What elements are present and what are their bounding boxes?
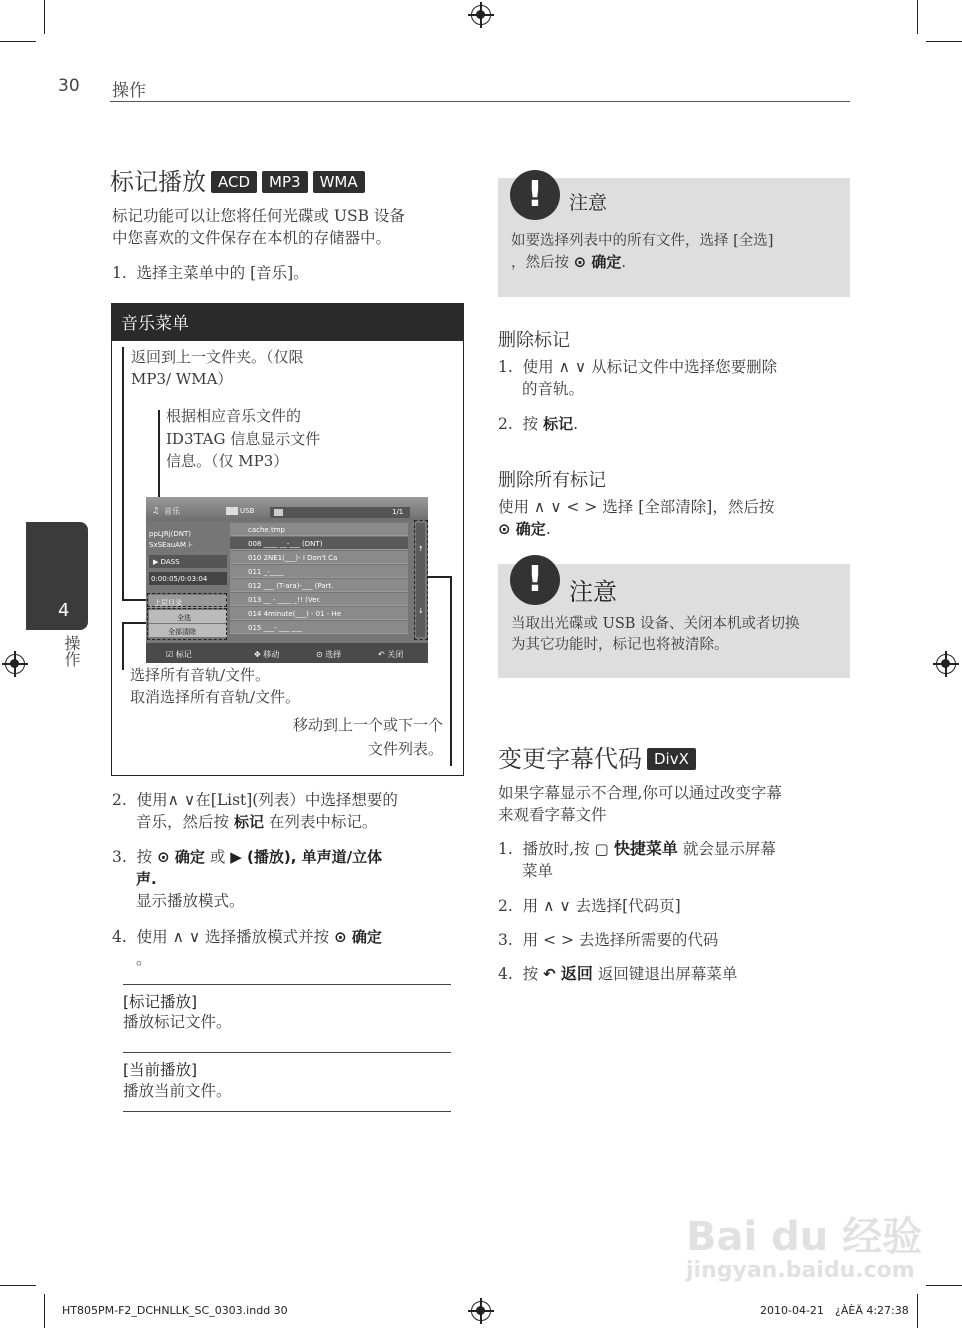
step-number: 2. — [498, 415, 513, 433]
divider — [123, 1052, 451, 1053]
page-number: 30 — [58, 76, 80, 96]
scroll-up-icon[interactable]: ↑ — [418, 545, 424, 553]
mark-key-label: 标记 — [233, 813, 264, 831]
step-text: 按 — [136, 848, 158, 866]
screen-play-mode: ▶ DASS — [153, 558, 180, 566]
step-text: 按 — [522, 965, 544, 983]
note-box-1 — [498, 174, 850, 297]
subtitle-step-2 — [498, 895, 681, 917]
step-4 — [112, 926, 464, 970]
list-item[interactable] — [230, 523, 408, 536]
callout-line: 取消选择所有音轨/文件。 — [130, 688, 301, 706]
enter-key-label: 确定 — [515, 520, 546, 538]
step-text: . — [545, 520, 551, 538]
footer-mark: ☑ 标记 — [166, 650, 192, 659]
enter-icon: ⊙ — [573, 253, 592, 271]
note-line: 如要选择列表中的所有文件，选择 [全选] — [511, 233, 774, 249]
step-text: 选择主菜单中的 [音乐]。 — [136, 264, 309, 282]
callout-select-all — [130, 664, 300, 708]
note-line: . — [621, 255, 627, 271]
return-icon: ↶ — [543, 965, 561, 983]
file-name: 013 __ - ____ _!! (Ver. — [248, 596, 321, 604]
stereo-key-label: 声. — [136, 870, 157, 888]
delete-all-heading: 删除所有标记 — [498, 470, 606, 491]
step-number: 2. — [112, 791, 127, 809]
folder-icon — [274, 509, 283, 516]
footer-filename: HT805PM-F2_DCHNLLK_SC_0303.indd 30 — [62, 1304, 288, 1317]
list-item[interactable] — [230, 551, 408, 564]
callout-pointer — [122, 622, 124, 670]
delete-step-1 — [498, 356, 850, 400]
note-box-2 — [498, 559, 850, 678]
step-text: 音乐，然后按 — [136, 813, 234, 831]
enter-key-label: 确定 — [174, 848, 205, 866]
step-number: 4. — [112, 928, 127, 946]
step-text: 用 ∧ ∨ 去选择[代码页] — [522, 897, 681, 915]
step-text: 在列表中标记。 — [263, 813, 378, 831]
baidu-watermark: Bai du 经验 — [686, 1214, 923, 1260]
divider — [123, 1111, 451, 1112]
file-name: 014 4minute(___) - 01 - He — [248, 610, 342, 618]
step-text: 用 < > 去选择所需要的代码 — [522, 931, 719, 949]
highlight-up-folder — [147, 593, 227, 607]
badge-wma: WMA — [313, 171, 365, 193]
delete-step-2 — [498, 413, 578, 435]
callout-line: 根据相应音乐文件的 — [166, 407, 302, 425]
subtitle-step-3 — [498, 929, 718, 951]
callout-id3tag — [166, 405, 320, 473]
file-name: 011 _-____ — [248, 568, 284, 576]
list-item[interactable] — [230, 621, 408, 634]
callout-line: MP3/ WMA） — [131, 370, 233, 388]
note-line: 为其它功能时，标记也将被清除。 — [511, 637, 729, 653]
callout-pointer — [122, 347, 124, 600]
registration-mark-icon — [471, 5, 491, 25]
crop-mark — [44, 0, 45, 34]
callout-line: 移动到上一个或下一个 — [292, 716, 443, 734]
highlight-scrollbar — [414, 520, 428, 640]
footer-move: ✥ 移动 — [254, 650, 280, 659]
highlight-select-buttons — [147, 608, 227, 640]
crop-mark — [917, 1294, 918, 1328]
watermark-url: jingyan.baidu.com — [686, 1258, 915, 1283]
usb-icon — [226, 507, 238, 515]
crop-mark — [917, 0, 918, 34]
step-text: 使用 ∧ ∨ 选择播放模式并按 — [136, 928, 335, 946]
step-text: 使用∧ ∨在[List](列表）中选择想要的 — [136, 791, 398, 809]
intro-line: 如果字幕显示不合理,你可以通过改变字幕 — [498, 784, 782, 802]
chapter-tab — [26, 522, 88, 630]
step-description: 显示播放模式。 — [136, 892, 245, 910]
intro-paragraph — [112, 205, 472, 249]
step-3 — [112, 846, 464, 912]
enter-key-label: 确定 — [351, 928, 382, 946]
step-text: . — [573, 415, 579, 433]
file-name: cache.tmp — [248, 526, 285, 534]
callout-page-move — [240, 713, 443, 761]
step-number: 2. — [498, 897, 513, 915]
step-2 — [112, 789, 464, 833]
file-name: 012 ___ (T-ara)-___ (Part. — [248, 582, 334, 590]
section-heading-mark-play — [110, 162, 365, 197]
step-text: 使用 ∧ ∨ < > 选择 [全部清除]，然后按 — [498, 498, 775, 516]
subtitle-step-1 — [498, 838, 850, 882]
subtitle-step-4 — [498, 963, 737, 985]
intro-line: 标记功能可以让您将任何光碟或 USB 设备 — [112, 207, 405, 225]
chapter-label: 操作 — [62, 635, 81, 667]
note-title: 注意 — [569, 578, 617, 606]
badge-mp3: MP3 — [262, 171, 308, 193]
list-item[interactable] — [230, 593, 408, 606]
footer-date: 2010-04-21 — [760, 1304, 824, 1317]
registration-mark-icon — [936, 654, 956, 674]
intro-line: 中您喜欢的文件保存在本机的存储器中。 — [112, 229, 392, 247]
subtitle-intro — [498, 782, 858, 826]
badge-acd: ACD — [211, 171, 257, 193]
chapter-number: 4 — [58, 600, 70, 621]
file-name: 008 ____ __-___ (DNT) — [248, 540, 323, 548]
step-number: 1. — [112, 264, 127, 282]
step-text: 返回键退出屏幕菜单 — [592, 965, 738, 983]
registration-mark-icon — [471, 1301, 491, 1321]
note-line: 当取出光碟或 USB 设备、关闭本机或者切换 — [511, 616, 800, 632]
step-text: 或 — [204, 848, 231, 866]
note-line: ，然后按 — [511, 255, 574, 271]
callout-pointer — [122, 622, 148, 624]
step-text: 就会显示屏幕 — [677, 840, 776, 858]
enter-icon: ⊙ — [157, 848, 175, 866]
crop-mark — [0, 41, 36, 42]
callout-line: 返回到上一文件夹。（仅限 — [131, 348, 304, 366]
badge-divx: DivX — [647, 748, 696, 770]
file-name: 015 ___- ___ ___ — [248, 624, 303, 632]
step-text: 的音轨。 — [522, 380, 585, 398]
crop-mark — [0, 1285, 36, 1286]
section-heading-subtitle-code — [498, 739, 696, 774]
step-1 — [112, 262, 309, 284]
caution-icon: ! — [510, 555, 560, 605]
def-current-play-desc: 播放当前文件。 — [123, 1082, 232, 1100]
step-number: 1. — [498, 358, 513, 376]
list-item[interactable] — [230, 607, 408, 620]
play-key-label: ▶ (播放), 单声道/立体 — [230, 848, 383, 866]
footer-select-label: 选择 — [325, 650, 342, 659]
footer-time: ¿ÀÈÄ 4:27:38 — [835, 1304, 909, 1317]
callout-pointer — [450, 576, 452, 766]
registration-mark-icon — [5, 654, 25, 674]
crop-mark — [926, 1285, 962, 1286]
music-icon: ♫ — [152, 506, 160, 515]
callout-pointer — [428, 576, 451, 578]
def-mark-play-desc: 播放标记文件。 — [123, 1013, 232, 1031]
enter-key-label: 确定 — [591, 253, 622, 271]
step-number: 3. — [112, 848, 127, 866]
def-mark-play-term: [标记播放] — [123, 993, 198, 1011]
callout-line: ID3TAG 信息显示文件 — [166, 429, 321, 448]
crop-mark — [44, 1294, 45, 1328]
divider — [123, 984, 451, 985]
callout-line: 选择所有音轨/文件。 — [130, 666, 271, 684]
footer-move-label: 移动 — [263, 650, 280, 659]
footer-close-label: 关闭 — [387, 650, 404, 659]
list-item[interactable] — [230, 565, 408, 578]
step-text: 。 — [136, 950, 152, 968]
file-name: 010 2NE1(___)- I Don't Ca — [248, 554, 338, 562]
def-current-play-term: [当前播放] — [123, 1061, 198, 1079]
note-text — [511, 614, 845, 656]
callout-line: 信息。（仅 MP3） — [166, 452, 289, 470]
intro-line: 来观看字幕文件 — [498, 806, 607, 824]
heading-text: 标记播放 — [110, 168, 206, 196]
callout-line: 文件列表。 — [367, 740, 443, 758]
scroll-down-icon[interactable]: ↓ — [418, 607, 424, 615]
screen-select-all: 全选 — [177, 614, 191, 622]
list-item[interactable] — [230, 579, 408, 592]
step-number: 3. — [498, 931, 513, 949]
footer-mark-label: 标记 — [175, 650, 192, 659]
enter-icon: ⊙ — [498, 520, 516, 538]
callout-back-folder — [131, 346, 304, 390]
enter-icon: ⊙ — [334, 928, 352, 946]
quick-menu-key-label: 快捷菜单 — [613, 839, 678, 858]
path-bar — [270, 507, 410, 518]
screen-up-folder: 上层目录 — [154, 599, 182, 607]
step-text: 按 — [522, 415, 544, 433]
note-title: 注意 — [569, 192, 608, 214]
step-text: 菜单 — [522, 862, 554, 880]
screen-music-label: 音乐 — [164, 507, 180, 516]
list-item[interactable] — [230, 537, 408, 550]
step-text: 使用 ∧ ∨ 从标记文件中选择您要删除 — [522, 358, 778, 376]
screen-info-1: ppLJRj(DNT) — [149, 530, 192, 538]
quick-menu-icon: ▢ — [594, 840, 614, 858]
footer-close: ↶ 关闭 — [378, 650, 404, 659]
note-text — [511, 231, 841, 274]
step-number: 1. — [498, 840, 513, 858]
section-title: 操作 — [112, 81, 146, 101]
screen-page-indicator: 1/1 — [392, 508, 404, 516]
header-divider — [110, 101, 850, 102]
screen-info-2: SxSEauAM i- — [149, 541, 193, 549]
return-key-label: 返回 — [560, 964, 593, 983]
screen-time: 0:00:05/0:03:04 — [151, 575, 208, 583]
delete-all-text — [498, 496, 850, 540]
screen-device: USB — [240, 507, 255, 515]
figure-title: 音乐菜单 — [111, 303, 464, 341]
footer-select: ⊙ 选择 — [316, 650, 342, 659]
step-number: 4. — [498, 965, 513, 983]
step-text: 播放时,按 — [522, 840, 595, 858]
screen-clear-all: 全部清除 — [168, 628, 196, 636]
delete-mark-heading: 删除标记 — [498, 330, 570, 351]
crop-mark — [926, 41, 962, 42]
caution-icon: ! — [510, 170, 560, 220]
heading-text: 变更字幕代码 — [498, 745, 642, 773]
file-list — [230, 523, 412, 641]
mark-key-label: 标记 — [543, 415, 574, 433]
